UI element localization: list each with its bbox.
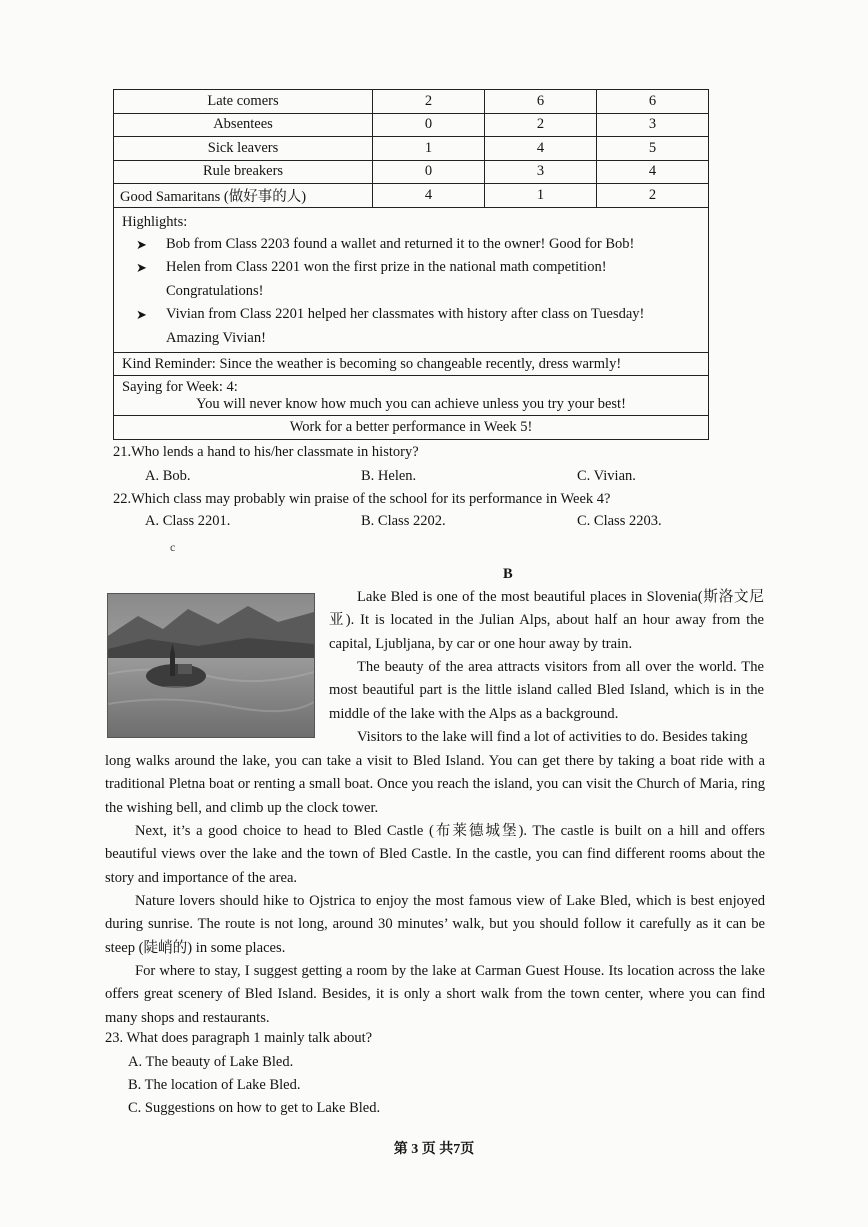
passage-paragraph-2: The beauty of the area attracts visitors from all over the world. The most beautiful part is the little island called Bled Island, which is in the middle of the lake with the Alps as a background. [329,659,764,722]
reminder-row [114,353,709,376]
arrow-bullet-icon: ➤ [136,260,147,275]
passage-paragraph-3-start: Visitors to the lake will find a lot of activities to do. Besides taking [357,729,748,745]
lake-bled-image [108,594,314,737]
table-cell: 5 [597,137,709,161]
table-cell: 2 [597,184,709,208]
kind-reminder: Kind Reminder: Since the weather is becoming so changeable recently, dress warmly! [114,353,709,376]
closing-row [114,416,709,440]
table-cell: 4 [485,137,597,161]
row-label: Sick leavers [114,137,373,161]
arrow-bullet-icon: ➤ [136,307,147,322]
table-cell: 1 [373,137,485,161]
passage-paragraph-1: Lake Bled is one of the most beautiful places in Slovenia(斯洛文尼亚). It is located in the Julian Alps, about half an hour away from the capital, Ljubljana, by car or one hour away by train. [329,589,764,652]
q21-option-b: B. Helen. [361,468,417,484]
table-cell: 4 [373,184,485,208]
highlight-text: Congratulations! [166,282,264,299]
q23-option-c: C. Suggestions on how to get to Lake Bled. [128,1100,381,1116]
saying-row [114,376,709,416]
passage-paragraph-6: For where to stay, I suggest getting a room by the lake at Carman Guest House. Its location across the lake offers great scenery of Bled Island. Besides, it is only a short walk from the town center, where you can find many shops and restaurants. [105,963,765,1026]
table-cell: 6 [597,90,709,114]
highlights-cell [114,207,709,353]
passage-paragraph-3-cont: long walks around the lake, you can take a visit to Bled Island. You can get there by taking a boat ride with a traditional Pletna boat or renting a small boat. Once you reach the island, you can visit the Church of Maria, ring the wishing bell, and climb up the clock tower. [105,753,765,816]
section-heading: B [503,566,513,582]
highlight-text: Helen from Class 2201 won the first prize in the national math competition! [166,259,607,275]
row-label: Late comers [114,90,373,114]
highlight-item-continued [122,327,700,351]
table-row [114,90,709,114]
highlight-item [122,256,700,280]
closing-text: Work for a better performance in Week 5! [114,416,709,440]
page-footer: 第 3 页 共7页 [393,1142,475,1157]
q23-option-b: B. The location of Lake Bled. [128,1077,301,1093]
table-cell: 4 [597,160,709,184]
row-label: Rule breakers [114,160,373,184]
highlights-row [114,207,709,353]
table-cell: 0 [373,160,485,184]
q21-option-c: C. Vivian. [577,468,636,484]
table-cell: 1 [485,184,597,208]
table-cell: 3 [485,160,597,184]
highlight-item [122,233,700,257]
highlight-text: Bob from Class 2203 found a wallet and returned it to the owner! Good for Bob! [166,235,635,252]
highlight-text: Vivian from Class 2201 helped her classmates with history after class on Tuesday! [166,306,645,322]
table-cell: 2 [373,90,485,114]
table-cell: 0 [373,113,485,137]
saying-title: Saying for Week: 4: [122,379,238,395]
stray-mark: c [170,540,176,554]
row-label: Good Samaritans (做好事的人) [114,184,373,208]
highlight-item-continued [122,280,700,304]
question-21-stem: 21.Who lends a hand to his/her classmate in history? [113,444,419,460]
q21-option-a: A. Bob. [145,468,191,484]
highlight-text: Amazing Vivian! [166,329,266,346]
highlight-item [122,303,700,327]
passage-paragraph-5: Nature lovers should hike to Ojstrica to enjoy the most famous view of Lake Bled, which is best enjoyed during sunrise. The route is not long, around 30 minutes’ walk, but you should follow it carefully as it can be steep (陡峭的) in some places. [105,893,765,956]
question-22-stem: 22.Which class may probably win praise of the school for its performance in Week 4? [113,491,611,507]
q22-option-c: C. Class 2203. [577,513,662,529]
table-cell: 3 [597,113,709,137]
table-row [114,137,709,161]
arrow-bullet-icon: ➤ [136,236,147,252]
table-row [114,160,709,184]
q22-option-b: B. Class 2202. [361,513,446,529]
table-cell: 2 [485,113,597,137]
saying-text: You will never know how much you can achieve unless you try your best! [196,396,626,412]
table-row [114,184,709,208]
q23-option-a: A. The beauty of Lake Bled. [128,1054,294,1070]
saying-cell [114,376,709,416]
passage-paragraph-4: Next, it’s a good choice to head to Bled Castle (布莱德城堡). The castle is built on a hill and offers beautiful views over the lake and the town of Bled Castle. In the castle, you can find different rooms about the story and importance of the area. [105,823,765,886]
lake-bled-photo [107,593,315,738]
question-23-stem: 23. What does paragraph 1 mainly talk about? [105,1030,373,1046]
weekly-report-table [113,89,709,440]
table-cell: 6 [485,90,597,114]
highlights-title: Highlights: [122,213,188,230]
table-row [114,113,709,137]
row-label: Absentees [114,113,373,137]
q22-option-a: A. Class 2201. [145,513,231,529]
